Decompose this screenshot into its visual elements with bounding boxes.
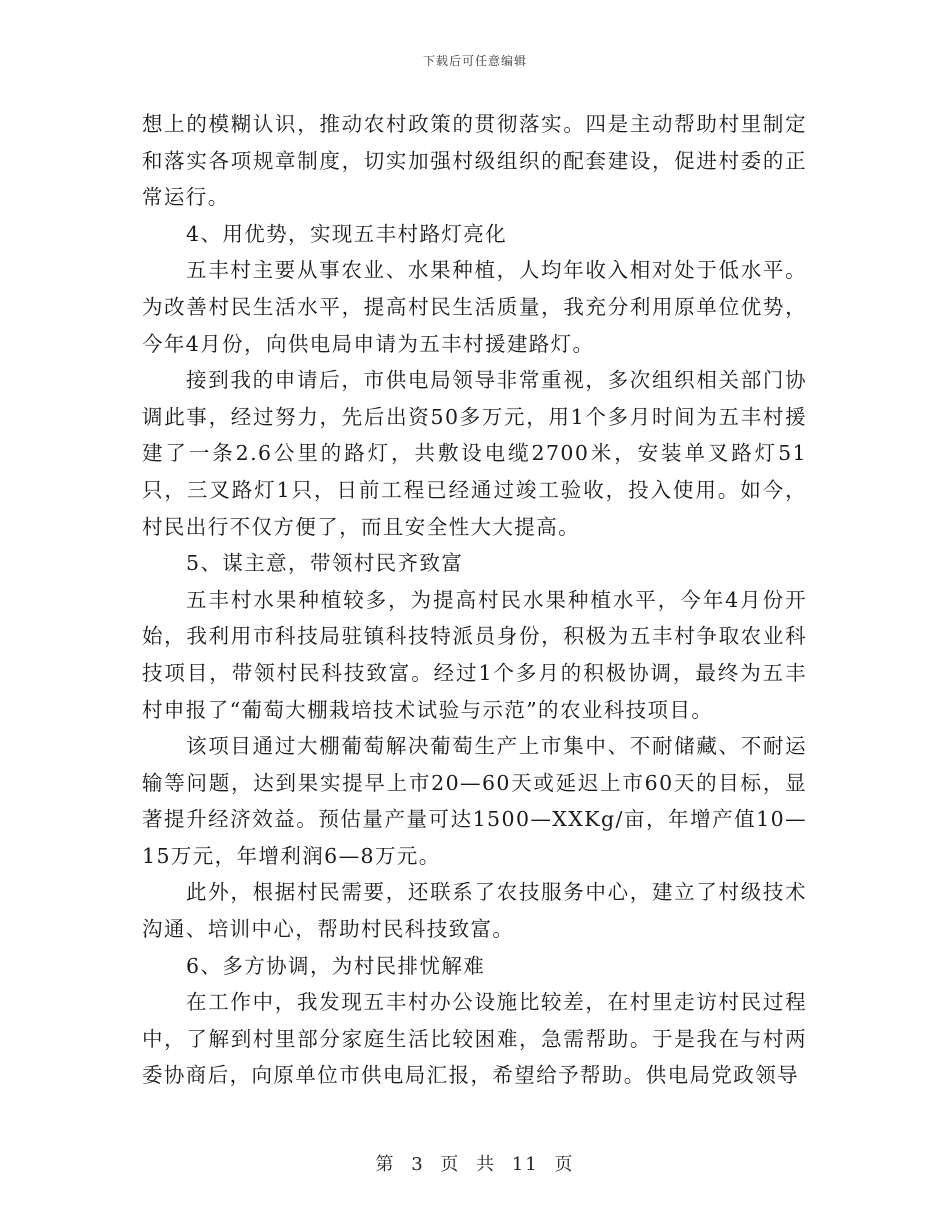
- section-heading-4: 4、用优势，实现五丰村路灯亮化: [186, 221, 508, 246]
- paragraph: 此外，根据村民需要，还联系了农技服务中心，建立了村级技术沟通、培训中心，帮助村民科技致富。: [142, 880, 807, 942]
- section-heading-6: 6、多方协调，为村民排忧解难: [186, 953, 486, 978]
- paragraph: 接到我的申请后，市供电局领导非常重视，多次组织相关部门协调此事，经过努力，先后出资50多万元，用1个多月时间为五丰村援建了一条2.6公里的路灯，共敷设电缆2700米，安装单叉路灯51只，三叉路灯1只，日前工程已经通过竣工验收，投入使用。如今，村民出行不仅方便了，而且安全性大大提高。: [142, 368, 807, 539]
- paragraph-continuation: 想上的模糊认识，推动农村政策的贯彻落实。四是主动帮助村里制定和落实各项规章制度，切实加强村级组织的配套建设，促进村委的正常运行。: [142, 112, 807, 210]
- paragraph: 五丰村水果种植较多，为提高村民水果种植水平，今年4月份开始，我利用市科技局驻镇科技特派员身份，积极为五丰村争取农业科技项目，带领村民科技致富。经过1个多月的积极协调，最终为五丰村申报了“葡萄大棚栽培技术试验与示范”的农业科技项目。: [142, 587, 807, 722]
- page-number-footer: 第 3 页 共 11 页: [375, 1154, 575, 1175]
- page-header: 下载后可任意编辑: [422, 54, 527, 68]
- section-heading-5: 5、谋主意，带领村民齐致富: [186, 551, 464, 576]
- paragraph: 在工作中，我发现五丰村办公设施比较差，在村里走访村民过程中，了解到村里部分家庭生活比较困难，急需帮助。于是我在与村两委协商后，向原单位市供电局汇报，希望给予帮助。供电局党政领导: [142, 990, 807, 1088]
- document-body: [142, 106, 807, 1094]
- paragraph: 该项目通过大棚葡萄解决葡萄生产上市集中、不耐储藏、不耐运输等问题，达到果实提早上市20—60天或延迟上市60天的目标，显著提升经济效益。预估量产量可达1500—XXKg/亩，年增产值10—15万元，年增利润6—8万元。: [142, 734, 807, 868]
- paragraph: 五丰村主要从事农业、水果种植，人均年收入相对处于低水平。为改善村民生活水平，提高村民生活质量，我充分利用原单位优势，今年4月份，向供电局申请为五丰村援建路灯。: [142, 258, 807, 356]
